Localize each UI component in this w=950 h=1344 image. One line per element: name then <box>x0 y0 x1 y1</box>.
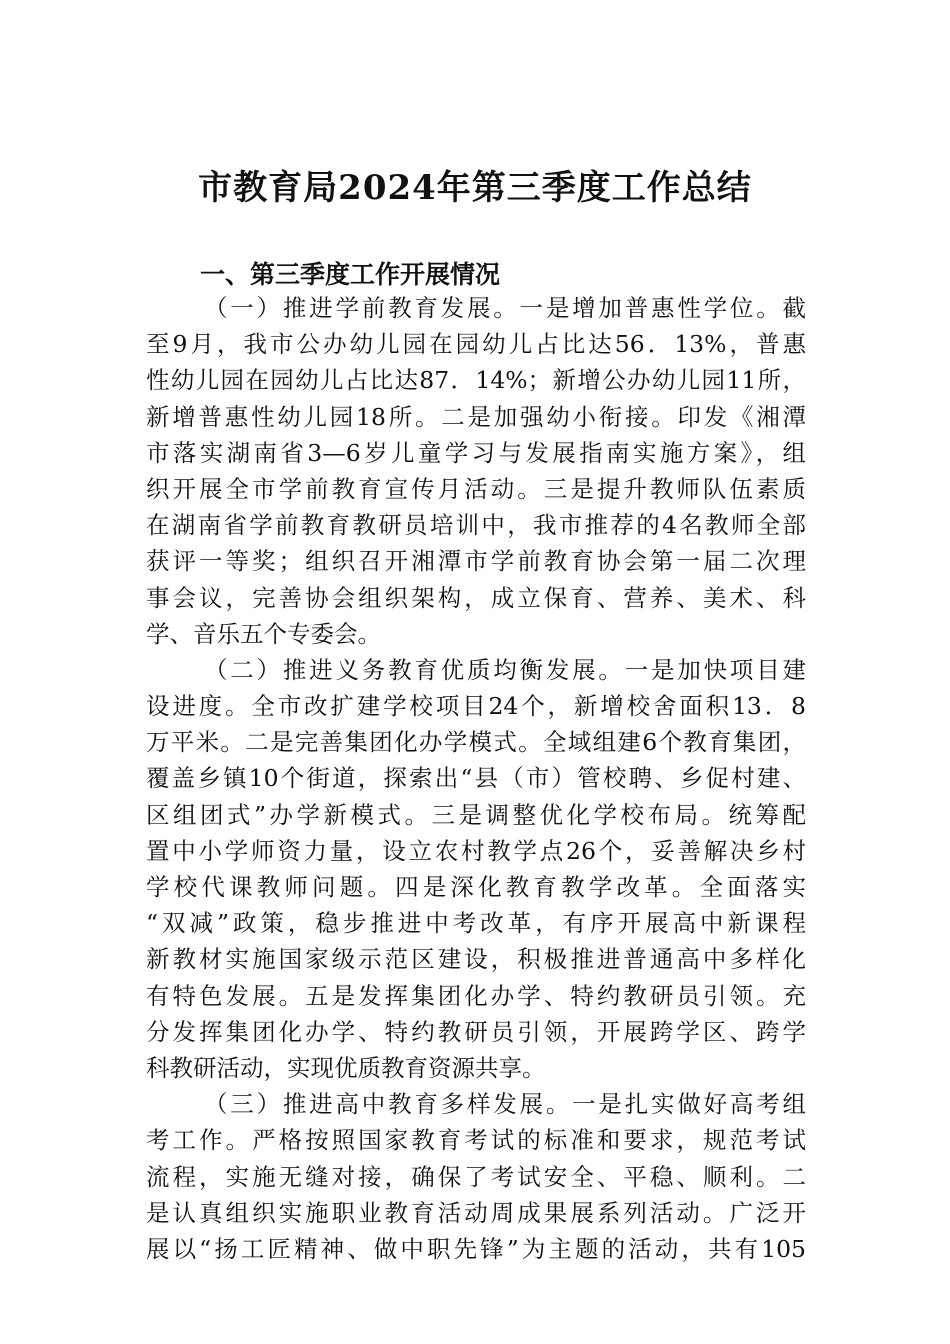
paragraph-line: （一）推进学前教育发展。一是增加普惠性学位。截 <box>204 294 806 322</box>
paragraph-line: 科教研活动，实现优质教育资源共享。 <box>146 1053 546 1082</box>
paragraph-line: 是认真组织实施职业教育活动周成果展系列活动。广泛开 <box>146 1198 806 1227</box>
paragraph-line: 学校代课教师问题。四是深化教育教学改革。全面落实 <box>146 873 806 901</box>
paragraph-line: 区组团式”办学新模式。三是调整优化学校布局。统筹配 <box>146 800 806 829</box>
paragraph-line: 学、音乐五个专委会。 <box>146 619 381 648</box>
paragraph-line: （二）推进义务教育优质均衡发展。一是加快项目建 <box>204 655 806 684</box>
document-body <box>146 290 806 1267</box>
paragraph-line: 新教材实施国家级示范区建设，积极推进普通高中多样化 <box>146 945 806 974</box>
paragraph-high-school <box>146 1086 806 1267</box>
paragraph-line: 在湖南省学前教育教研员培训中，我市推荐的4名教师全部 <box>146 511 806 540</box>
paragraph-line: “双减”政策，稳步推进中考改革，有序开展高中新课程 <box>146 909 806 938</box>
paragraph-line: 至9月，我市公办幼儿园在园幼儿占比达56．13%，普惠 <box>146 330 806 359</box>
paragraph-line: 流程，实施无缝对接，确保了考试安全、平稳、顺利。二 <box>146 1162 806 1191</box>
paragraph-line: 分发挥集团化办学、特约教研员引领，开展跨学区、跨学 <box>146 1017 806 1046</box>
paragraph-line: 覆盖乡镇10个街道，探索出“县（市）管校聘、乡促村建、 <box>146 764 806 793</box>
paragraph-preschool <box>146 290 806 652</box>
document-title: 市教育局2024年第三季度工作总结 <box>198 168 752 208</box>
paragraph-line: 有特色发展。五是发挥集团化办学、特约教研员引领。充 <box>146 981 806 1010</box>
paragraph-line: 获评一等奖；组织召开湘潭市学前教育协会第一届二次理 <box>146 547 806 576</box>
section-heading: 一、第三季度工作开展情况 <box>200 260 501 289</box>
paragraph-line: 展以“扬工匠精神、做中职先锋”为主题的活动，共有105 <box>146 1234 806 1263</box>
paragraph-line: 设进度。全市改扩建学校项目24个，新增校舍面积13．8 <box>146 692 806 721</box>
paragraph-line: 织开展全市学前教育宣传月活动。三是提升教师队伍素质 <box>146 474 806 503</box>
paragraph-line: 性幼儿园在园幼儿占比达87．14%；新增公办幼儿园11所， <box>146 366 806 395</box>
paragraph-line: 万平米。二是完善集团化办学模式。全域组建6个教育集团， <box>146 728 806 757</box>
paragraph-line: 置中小学师资力量，设立农村教学点26个，妥善解决乡村 <box>146 836 806 865</box>
paragraph-line: （三）推进高中教育多样发展。一是扎实做好高考组 <box>204 1090 806 1119</box>
paragraph-line: 新增普惠性幼儿园18所。二是加强幼小衔接。印发《湘潭 <box>146 402 806 431</box>
paragraph-compulsory-education <box>146 652 806 1086</box>
paragraph-line: 事会议，完善协会组织架构，成立保育、营养、美术、科 <box>146 583 806 612</box>
paragraph-line: 考工作。严格按照国家教育考试的标准和要求，规范考试 <box>146 1126 806 1155</box>
paragraph-line: 市落实湖南省3—6岁儿童学习与发展指南实施方案》，组 <box>146 438 806 467</box>
